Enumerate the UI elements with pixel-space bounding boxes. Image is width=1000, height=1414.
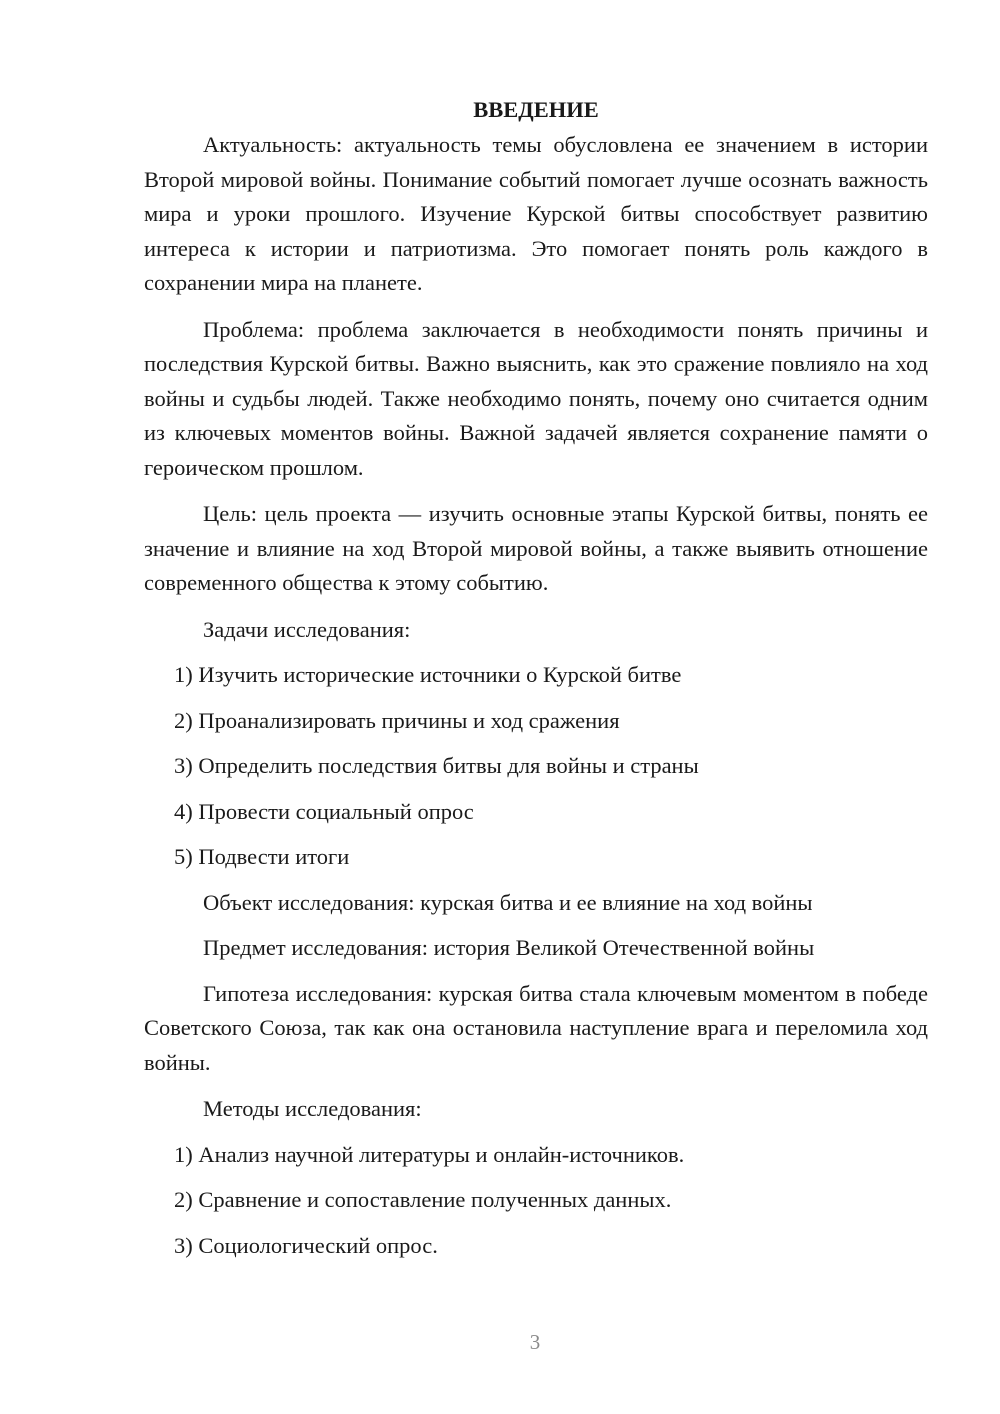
list-item: 4) Провести социальный опрос — [174, 798, 474, 824]
list-item: 5) Подвести итоги — [174, 844, 350, 869]
goal-paragraph: Цель: цель проекта — изучить основные этапы Курской битвы, понять ее значение и влияние на ход Второй мировой войны, а также выявить отношение современного общества к этому событию. — [144, 501, 928, 595]
list-item: 2) Сравнение и сопоставление полученных данных. — [174, 1187, 672, 1212]
methods-list — [144, 1138, 928, 1264]
tasks-list — [144, 658, 928, 875]
tasks-heading: Задачи исследования: — [203, 616, 411, 642]
problem-paragraph: Проблема: проблема заключается в необходимости понять причины и последствия Курской битвы. Важно выяснить, как это сражение повлияло на ход войны и судьбы людей. Также необходимо понять, почему оно считается одним из ключевых моментов войны. Важной задачей является сохранение памяти о героическом прошлом. — [144, 316, 928, 480]
list-item: 2) Проанализировать причины и ход сражения — [174, 707, 620, 733]
page-number: 3 — [529, 1330, 541, 1354]
relevance-paragraph: Актуальность: актуальность темы обусловлена ее значением в истории Второй мировой войны. Понимание событий помогает лучше осознать важность мира и уроки прошлого. Изучение Курской битвы способствует развитию интереса к истории и патриотизма. Это помогает понять роль каждого в сохранении мира на планете. — [144, 132, 928, 295]
list-item: 1) Изучить исторические источники о Курской битве — [174, 662, 682, 687]
object-paragraph: Объект исследования: курская битва и ее влияние на ход войны — [203, 889, 813, 915]
section-title: ВВЕДЕНИЕ — [473, 97, 599, 122]
page-content — [144, 92, 928, 1274]
hypothesis-paragraph: Гипотеза исследования: курская битва стала ключевым моментом в победе Советского Союза, так как она остановила наступление врага и переломила ход войны. — [144, 980, 928, 1075]
list-item: 3) Социологический опрос. — [174, 1232, 438, 1258]
list-item: 3) Определить последствия битвы для войны и страны — [174, 753, 699, 778]
methods-heading: Методы исследования: — [203, 1096, 422, 1121]
subject-paragraph: Предмет исследования: история Великой Отечественной войны — [203, 935, 815, 960]
list-item: 1) Анализ научной литературы и онлайн-источников. — [174, 1141, 685, 1167]
